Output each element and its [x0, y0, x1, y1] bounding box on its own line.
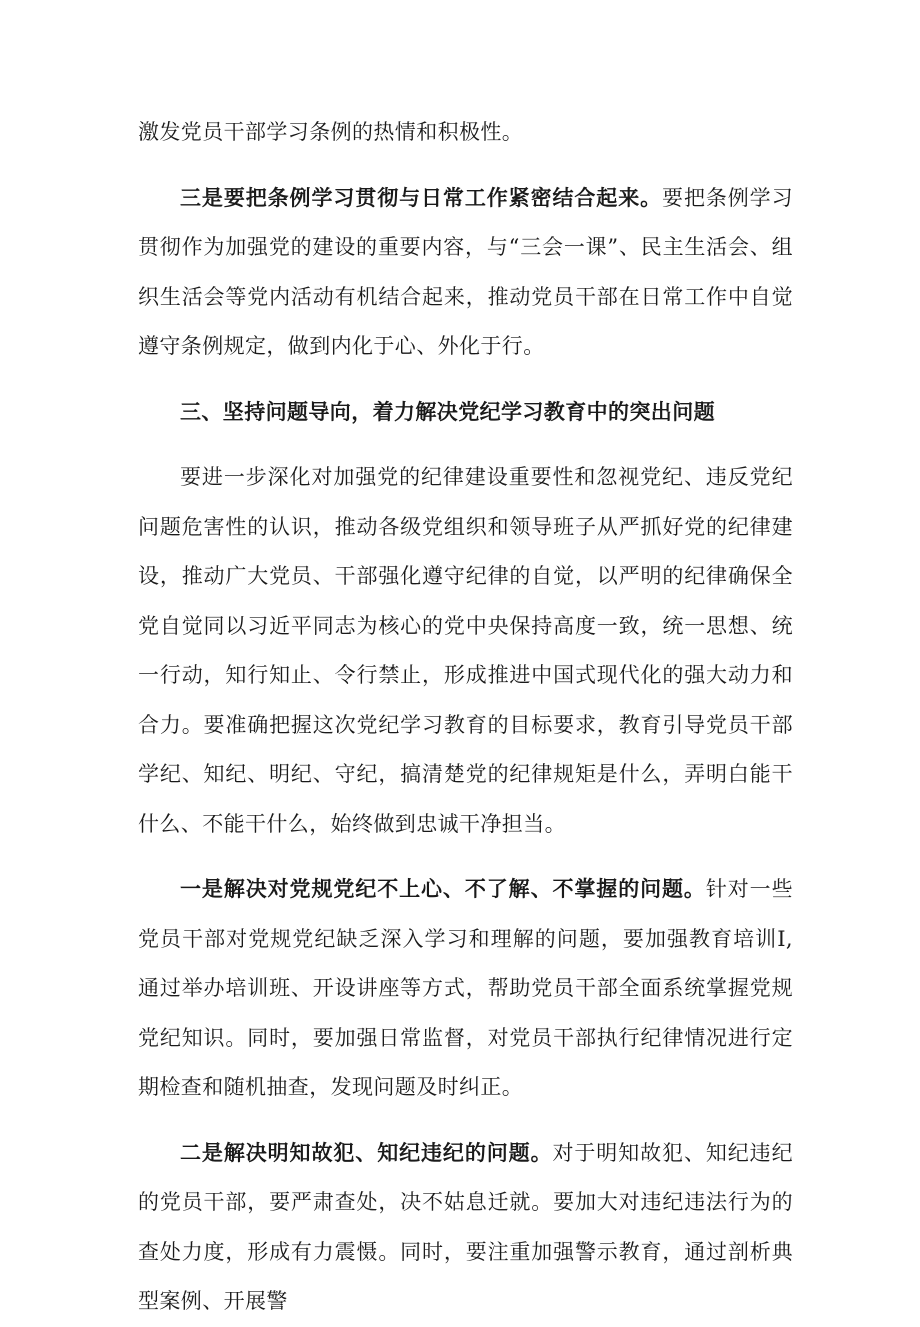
paragraph-text: 对于明知故犯、知纪违纪的党员干部，要严肃查处，决不姑息迁就。要加大对违纪违法行为的查处力度，形成有力震慑。同时，要注重加强警示教育，通过剖析典型案例、开展警: [138, 1140, 793, 1313]
paragraph-point-three-a: [138, 174, 793, 372]
document-body: [138, 108, 793, 1327]
paragraph-point-one: [138, 865, 793, 1113]
section-heading: [138, 388, 793, 438]
paragraph-text: 要把条例学习贯彻作为加强党的建设的重要内容，与“三会一课”、民主生活会、组织生活会等党内活动有机结合起来，推动党员干部在日常工作中自觉遵守条例规定，做到内化于心、外化于行。: [138, 185, 793, 358]
paragraph-lead-bold: 三是要把条例学习贯彻与日常工作紧密结合起来。: [180, 185, 663, 210]
section-heading-text: 三、坚持问题导向，着力解决党纪学习教育中的突出问题: [180, 399, 715, 424]
paragraph-point-two: [138, 1129, 793, 1327]
paragraph-section-intro: [138, 453, 793, 849]
paragraph-continuation: [138, 108, 793, 158]
paragraph-lead-bold: 二是解决明知故犯、知纪违纪的问题。: [180, 1140, 553, 1165]
paragraph-text: 针对一些党员干部对党规党纪缺乏深入学习和理解的问题，要加强教育培训I,通过举办培训班、开设讲座等方式，帮助党员干部全面系统掌握党规党纪知识。同时，要加强日常监督，对党员干部执行纪律情况进行定期检查和随机抽查，发现问题及时纠正。: [138, 877, 793, 1099]
paragraph-text: 激发党员干部学习条例的热情和积极性。: [138, 120, 524, 144]
paragraph-text: 要进一步深化对加强党的纪律建设重要性和忽视党纪、违反党纪问题危害性的认识，推动各级党组织和领导班子从严抓好党的纪律建设，推动广大党员、干部强化遵守纪律的自觉，以严明的纪律确保全党自觉同以习近平同志为核心的党中央保持高度一致，统一思想、统一行动，知行知止、令行禁止，形成推进中国式现代化的强大动力和合力。要准确把握这次党纪学习教育的目标要求，教育引导党员干部学纪、知纪、明纪、守纪，搞清楚党的纪律规矩是什么，弄明白能干什么、不能干什么，始终做到忠诚干净担当。: [138, 465, 793, 836]
paragraph-lead-bold: 一是解决对党规党纪不上心、不了解、不掌握的问题。: [180, 877, 706, 901]
